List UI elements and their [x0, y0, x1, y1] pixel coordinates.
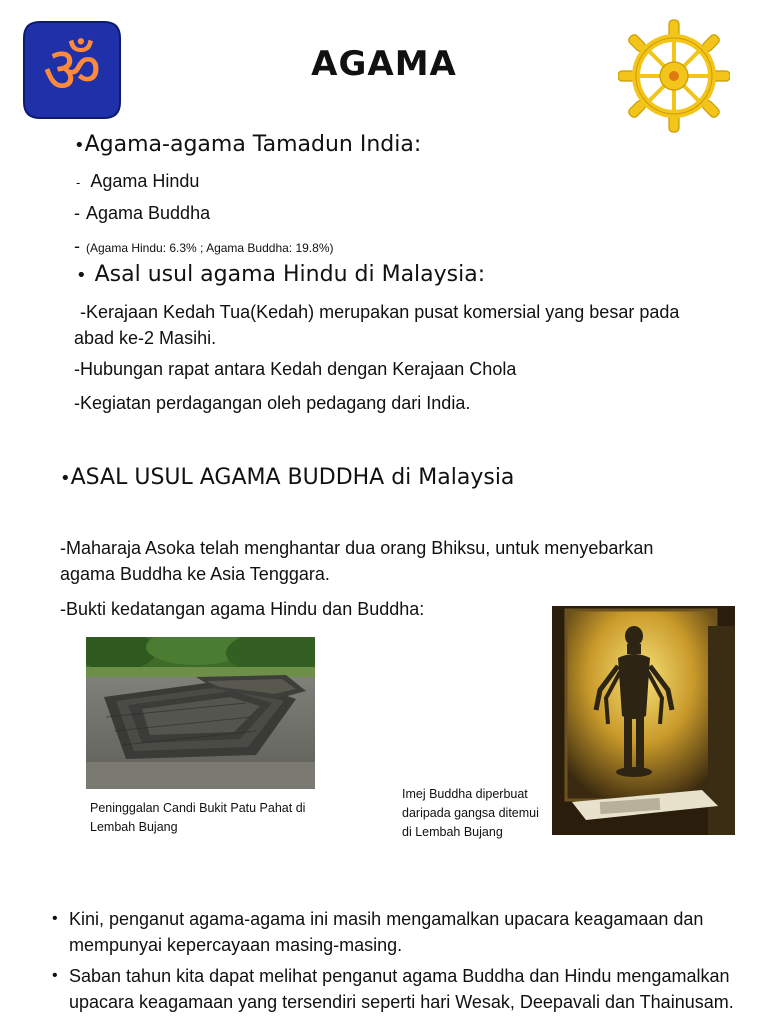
temple-photo: [86, 637, 315, 789]
bullet: •: [74, 135, 85, 156]
statue-caption: Imej Buddha diperbuat daripada gangsa ditemui di Lembah Bujang: [402, 787, 539, 839]
temple-caption: Peninggalan Candi Bukit Patu Pahat di Lembah Bujang: [90, 801, 306, 834]
section1-item: - Agama Buddha: [74, 203, 211, 223]
section2-line: -Kegiatan perdagangan oleh pedagang dari India.: [74, 393, 471, 413]
section2-line: -Kerajaan Kedah Tua(Kedah) merupakan pusat komersial yang besar pada abad ke-2 Masihi.: [74, 302, 680, 348]
bullet: •: [60, 468, 71, 489]
bullet: •: [52, 967, 58, 984]
section3-line: -Maharaja Asoka telah menghantar dua orang Bhiksu, untuk menyebarkan agama Buddha ke Asia Tenggara.: [60, 538, 654, 584]
bullet: •: [76, 265, 87, 286]
svg-text:ॐ: ॐ: [42, 34, 102, 108]
bullet: •: [52, 910, 58, 927]
section2-heading: • Asal usul agama Hindu di Malaysia:: [76, 262, 486, 287]
bottom-bullet: • Saban tahun kita dapat melihat penganut agama Buddha dan Hindu mengamalkan upacara keagamaan yang tersendiri seperti hari Wesak, Deepavali dan Thainusam.: [52, 963, 742, 1015]
page-title: AGAMA: [311, 44, 457, 84]
bottom-bullet: • Kini, penganut agama-agama ini masih mengamalkan upacara keagamaan dan mempunyai kepercayaan masing-masing.: [52, 906, 742, 958]
section2-line: -Hubungan rapat antara Kedah dengan Kerajaan Chola: [74, 359, 517, 379]
section3-line: -Bukti kedatangan agama Hindu dan Buddha:: [60, 599, 425, 619]
dharma-wheel-icon: [618, 18, 730, 134]
section3-heading: •ASAL USUL AGAMA BUDDHA di Malaysia: [60, 465, 515, 490]
section1-stats: - (Agama Hindu: 6.3% ; Agama Buddha: 19.8%): [74, 236, 334, 256]
section1-heading: •Agama-agama Tamadun India:: [74, 132, 422, 157]
statue-photo: [552, 606, 735, 835]
section1-item: - Agama Hindu: [76, 171, 200, 191]
